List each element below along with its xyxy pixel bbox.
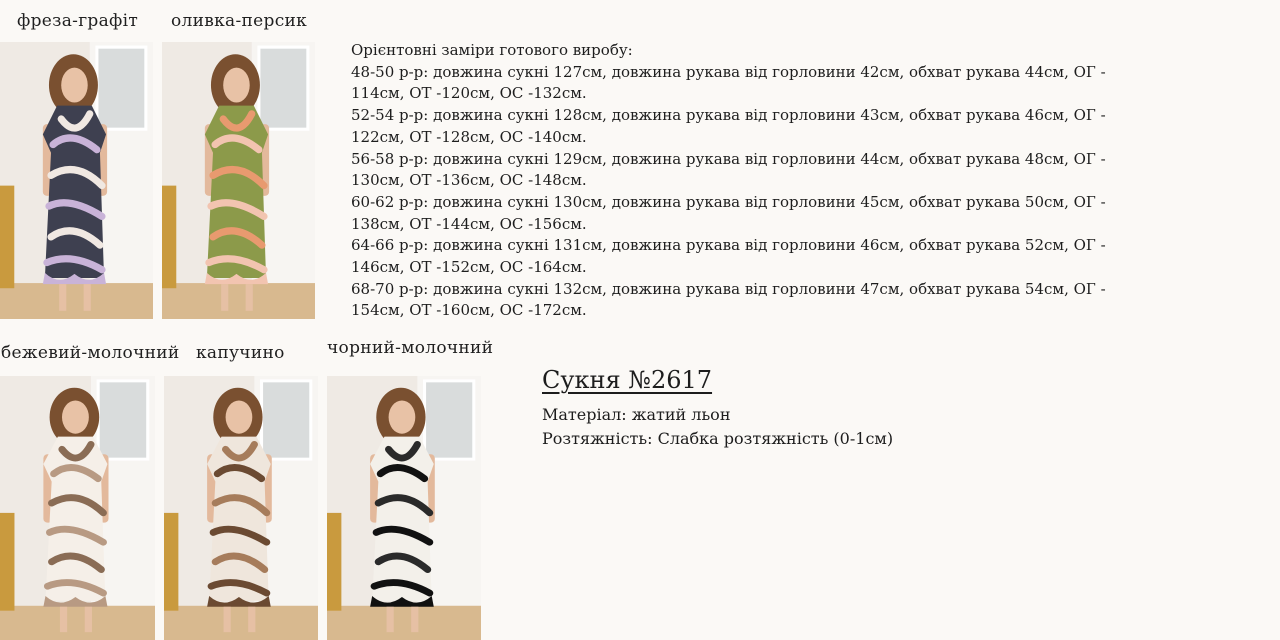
variant-label-kapuchyno: капучино <box>196 343 285 363</box>
measurement-row: 48-50 р-р: довжина сукні 127см, довжина рукава від горловини 42см, обхват рукава 44см, ОГ - 114см, ОТ -120см, ОС -132см. <box>351 62 1106 103</box>
variant-label-chornyi-molochnyi: чорний-молочний <box>327 338 494 358</box>
measurement-row: 68-70 р-р: довжина сукні 132см, довжина рукава від горловини 47см, обхват рукава 54см, ОГ - 154см, ОТ -160см, ОС -172см. <box>351 279 1106 320</box>
measurement-row: 64-66 р-р: довжина сукні 131см, довжина рукава від горловини 46см, обхват рукава 52см, ОГ - 146см, ОТ -152см, ОС -164см. <box>351 236 1106 277</box>
dress-photo-kapuchyno-icon <box>164 376 318 640</box>
dress-photo-olyvka-persyk-icon <box>162 42 315 319</box>
dress-photo-chornyi-molochnyi[interactable] <box>327 376 481 640</box>
dress-photo-freza-grafit[interactable] <box>0 42 153 319</box>
dress-photo-kapuchyno[interactable] <box>164 376 318 640</box>
dress-photo-chornyi-molochnyi-icon <box>327 376 481 640</box>
variant-label-olyvka-persyk: оливка-персик <box>171 11 308 31</box>
product-material: Матеріал: жатий льон <box>542 405 731 424</box>
dress-photo-olyvka-persyk[interactable] <box>162 42 315 319</box>
dress-photo-bezhevyi-molochnyi-icon <box>0 376 155 640</box>
product-stretch: Розтяжність: Слабка розтяжність (0-1см) <box>542 429 894 448</box>
variant-label-bezhevyi-molochnyi: бежевий-молочний <box>1 343 180 363</box>
measurement-row: 52-54 р-р: довжина сукні 128см, довжина рукава від горловини 43см, обхват рукава 46см, ОГ - 122см, ОТ -128см, ОС -140см. <box>351 106 1106 146</box>
variant-label-freza-grafit: фреза-графіт <box>17 11 139 31</box>
measurements-heading: Орієнтовні заміри готового виробу: <box>351 41 633 59</box>
dress-photo-freza-grafit-icon <box>0 42 153 319</box>
measurement-row: 56-58 р-р: довжина сукні 129см, довжина рукава від горловини 44см, обхват рукава 48см, ОГ - 130см, ОТ -136см, ОС -148см. <box>351 149 1106 190</box>
measurement-row: 60-62 р-р: довжина сукні 130см, довжина рукава від горловини 45см, обхват рукава 50см, ОГ - 138см, ОТ -144см, ОС -156см. <box>351 192 1106 233</box>
dress-photo-bezhevyi-molochnyi[interactable] <box>0 376 155 640</box>
measurements-block <box>351 40 1131 322</box>
product-title: Сукня №2617 <box>542 366 713 394</box>
